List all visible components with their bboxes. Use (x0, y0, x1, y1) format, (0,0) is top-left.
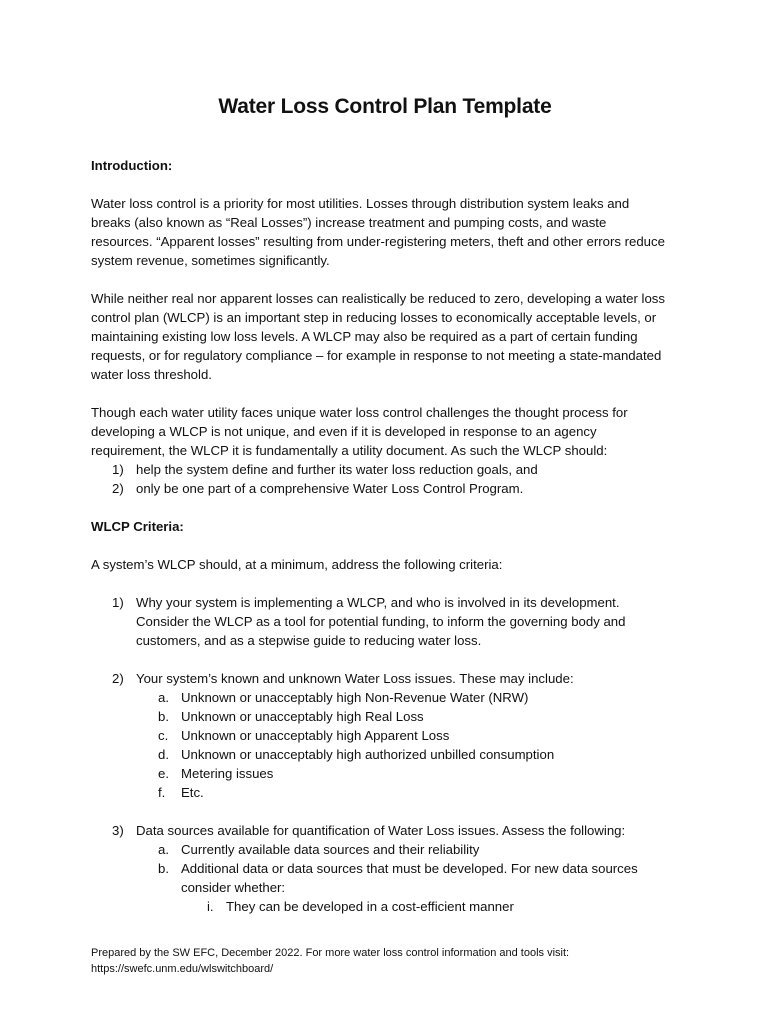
list-text: Your system’s known and unknown Water Loss issues. These may include: (136, 671, 574, 686)
criteria-item-1 (91, 593, 671, 650)
sub-marker: a. (158, 842, 169, 857)
document-body (91, 156, 671, 916)
list-text: help the system define and further its water loss reduction goals, and (136, 462, 538, 477)
footer-line-1: Prepared by the SW EFC, December 2022. For more water loss control information and tools visit: (91, 947, 570, 959)
sub-marker: i. (207, 899, 214, 914)
sub-text: They can be developed in a cost-efficient manner (226, 899, 514, 914)
list-marker: 2) (112, 671, 124, 686)
sub-marker: a. (158, 690, 169, 705)
sub-list-item (91, 688, 671, 707)
intro-paragraph-3: Though each water utility faces unique water loss control challenges the thought process for developing a WLCP is not unique, and even if it is developed in response to an agency requirement, the WLCP it is fundamentally a utility document. As such the WLCP should: (91, 405, 628, 458)
sub-text: Metering issues (181, 766, 274, 781)
sub-text: Etc. (181, 785, 204, 800)
list-text: only be one part of a comprehensive Water Loss Control Program. (136, 481, 524, 496)
sub-sub-list-item (91, 897, 671, 916)
sub-list-item (91, 707, 671, 726)
sub-text: Additional data or data sources that must be developed. For new data sources consider whether: (181, 861, 638, 895)
sub-marker: f. (158, 785, 166, 800)
criteria-heading: WLCP Criteria: (91, 519, 184, 534)
sub-list-item (91, 764, 671, 783)
sub-list-item (91, 840, 671, 859)
list-item (91, 479, 671, 498)
sub-marker: d. (158, 747, 169, 762)
list-item (91, 460, 671, 479)
sub-text: Unknown or unacceptably high authorized unbilled consumption (181, 747, 555, 762)
criteria-item-3 (91, 821, 671, 840)
page-footer (91, 945, 691, 977)
list-marker: 3) (112, 823, 124, 838)
sub-marker: b. (158, 709, 169, 724)
intro-paragraph-2: While neither real nor apparent losses can realistically be reduced to zero, developing a water loss control plan (WLCP) is an important step in reducing losses to economically acceptable levels, or maintaining existing low loss levels. A WLCP may also be required as a part of certain funding requests, or for regulatory compliance – for example in response to not meeting a state-mandated water loss threshold. (91, 291, 665, 382)
sub-marker: e. (158, 766, 169, 781)
sub-text: Currently available data sources and their reliability (181, 842, 480, 857)
sub-marker: c. (158, 728, 169, 743)
sub-list-item (91, 745, 671, 764)
sub-list-item (91, 783, 671, 802)
intro-paragraph-1: Water loss control is a priority for most utilities. Losses through distribution system leaks and breaks (also known as “Real Losses”) increase treatment and pumping costs, and waste resources. “Apparent losses” resulting from under-registering meters, theft and other errors reduce system revenue, sometimes significantly. (91, 196, 665, 268)
criteria-lead: A system’s WLCP should, at a minimum, address the following criteria: (91, 557, 503, 572)
sub-text: Unknown or unacceptably high Apparent Loss (181, 728, 450, 743)
list-marker: 2) (112, 481, 124, 496)
introduction-heading: Introduction: (91, 158, 173, 173)
sub-list-item (91, 859, 671, 897)
sub-text: Unknown or unacceptably high Real Loss (181, 709, 424, 724)
footer-url: https://swefc.unm.edu/wlswitchboard/ (91, 963, 274, 975)
list-text: Why your system is implementing a WLCP, and who is involved in its development. Consider the WLCP as a tool for potential funding, to inform the governing body and customers, and as a stepwise guide to reducing water loss. (136, 595, 626, 648)
sub-marker: b. (158, 861, 169, 876)
criteria-item-2 (91, 669, 671, 688)
list-marker: 1) (112, 595, 124, 610)
list-marker: 1) (112, 462, 124, 477)
list-text: Data sources available for quantification of Water Loss issues. Assess the following: (136, 823, 626, 838)
document-title: Water Loss Control Plan Template (218, 95, 552, 118)
sub-list-item (91, 726, 671, 745)
sub-text: Unknown or unacceptably high Non-Revenue Water (NRW) (181, 690, 529, 705)
